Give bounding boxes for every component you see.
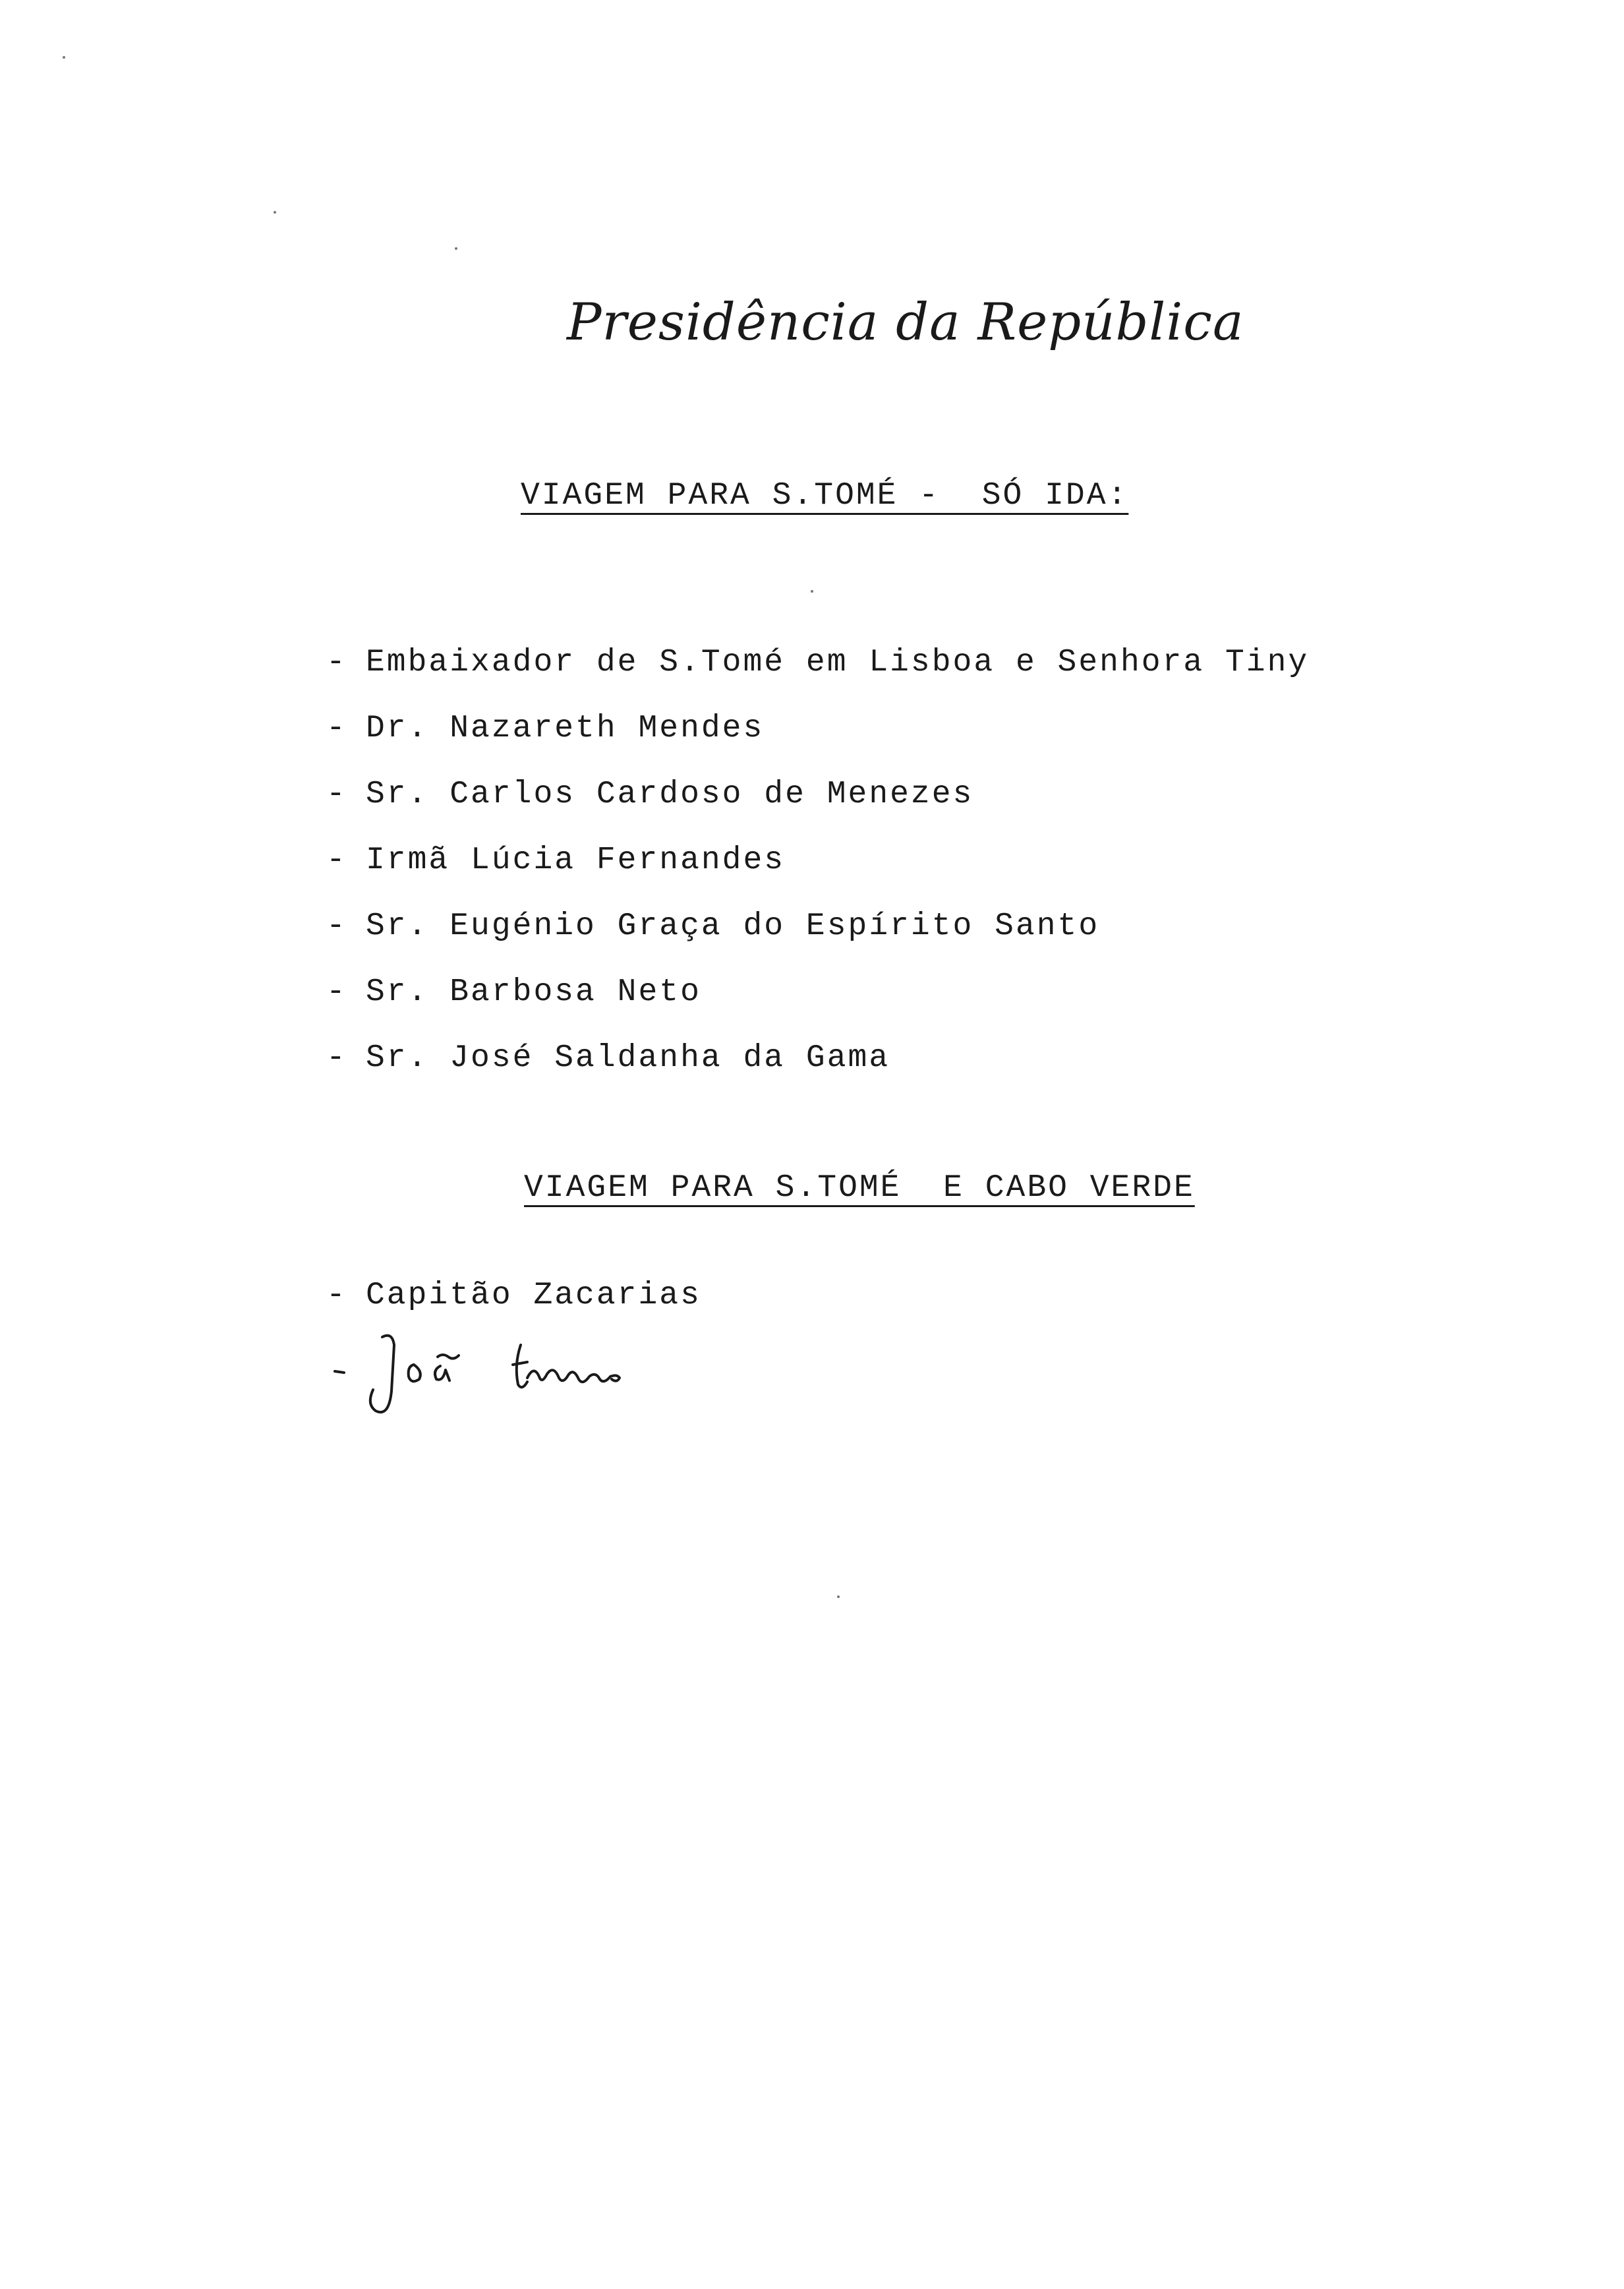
paper-speck xyxy=(455,247,457,250)
list-marker: - xyxy=(326,974,347,1010)
list-item xyxy=(326,972,1309,1038)
letterhead xyxy=(560,277,1244,369)
section-2-heading: VIAGEM PARA S.TOMÉ E CABO VERDE xyxy=(524,1170,1195,1206)
list-item-text: Sr. Barbosa Neto xyxy=(366,974,701,1010)
list-item xyxy=(326,775,1309,841)
list-marker: - xyxy=(326,908,347,944)
paper-speck xyxy=(274,211,276,214)
letterhead-text: Presidência da República xyxy=(567,293,1244,352)
list-item xyxy=(326,1038,1309,1104)
list-item xyxy=(326,841,1309,907)
letterhead-script xyxy=(560,277,1244,369)
list-item xyxy=(326,709,1309,775)
list-marker: - xyxy=(326,711,347,746)
paper-speck xyxy=(811,590,813,593)
section-1-heading: VIAGEM PARA S.TOMÉ - SÓ IDA: xyxy=(521,478,1129,514)
list-item-text: Sr. José Saldanha da Gama xyxy=(366,1040,890,1076)
list-item-text: Embaixador de S.Tomé em Lisboa e Senhora Tiny xyxy=(366,645,1310,680)
list-marker: - xyxy=(326,843,347,878)
list-item-text: Irmã Lúcia Fernandes xyxy=(366,843,786,878)
list-marker: - xyxy=(326,645,347,680)
list-item-text: Sr. Carlos Cardoso de Menezes xyxy=(366,777,974,812)
list-item xyxy=(326,643,1309,709)
list-item xyxy=(326,907,1309,972)
list-marker: - xyxy=(326,1040,347,1076)
list-item-text: Capitão Zacarias xyxy=(366,1278,701,1313)
list-marker: - xyxy=(326,777,347,812)
paper-speck xyxy=(63,56,65,59)
paper-speck xyxy=(837,1595,840,1598)
list-marker: - xyxy=(326,1278,347,1313)
list-item-text: Dr. Nazareth Mendes xyxy=(366,711,765,746)
list-item-text: Sr. Eugénio Graça do Espírito Santo xyxy=(366,908,1100,944)
handwritten-signature xyxy=(330,1319,672,1424)
section-1-list xyxy=(326,643,1309,1104)
